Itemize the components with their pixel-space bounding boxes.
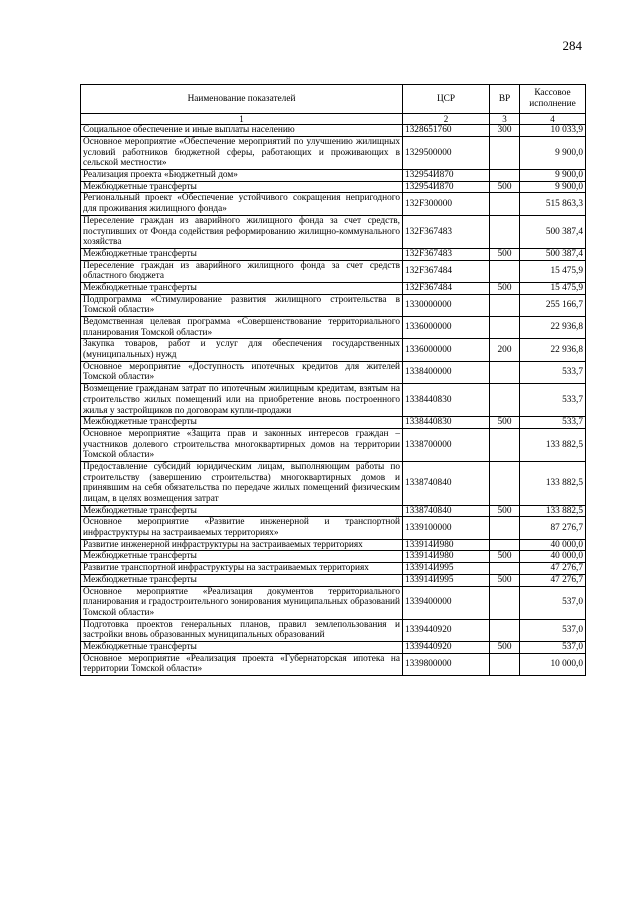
row-csr-cell: 132F367483 (403, 248, 490, 260)
row-name-cell: Переселение граждан из аварийного жилищного фонда за счет средств, поступивших от Фонда содействия реформированию жилищно-коммунального хозяйства (81, 215, 403, 248)
row-amount-cell: 133 882,5 (520, 461, 586, 505)
row-amount-cell: 533,7 (520, 384, 586, 417)
budget-table (80, 84, 586, 676)
row-name-cell: Подготовка проектов генеральных планов, правил землепользования и застройки вновь образованных муниципальных образований (81, 619, 403, 641)
row-csr-cell: 1338400000 (403, 361, 490, 383)
row-vr-cell (490, 260, 520, 282)
row-vr-cell: 500 (490, 417, 520, 429)
table-row (81, 260, 586, 282)
row-amount-cell: 10 000,0 (520, 653, 586, 675)
row-csr-cell: 1338740840 (403, 505, 490, 517)
table-row (81, 339, 586, 361)
table-row (81, 563, 586, 575)
row-vr-cell (490, 586, 520, 619)
row-csr-cell: 133914И995 (403, 574, 490, 586)
row-name-cell: Предоставление субсидий юридическим лицам, выполняющим работы по строительству (завершению строительства) многоквартирных домов и принявшим на себя обязательства по передаче жилых помещений физическим лицам, в целях возмещения затрат (81, 461, 403, 505)
table-row (81, 248, 586, 260)
row-csr-cell: 132F367483 (403, 215, 490, 248)
row-name-cell: Развитие транспортной инфраструктуры на застраиваемых территориях (81, 563, 403, 575)
row-name-cell: Основное мероприятие «Обеспечение мероприятий по улучшению жилищных условий работников бюджетной сферы, работающих и проживающих в сельской местности» (81, 137, 403, 170)
column-number-row (81, 114, 586, 125)
row-vr-cell (490, 384, 520, 417)
table-header-row (81, 85, 586, 114)
row-vr-cell (490, 539, 520, 551)
row-name-cell: Социальное обеспечение и иные выплаты населению (81, 125, 403, 137)
table-row (81, 282, 586, 294)
row-csr-cell: 133914И980 (403, 551, 490, 563)
table-row (81, 317, 586, 339)
table-row (81, 619, 586, 641)
table-row (81, 137, 586, 170)
row-amount-cell: 22 936,8 (520, 339, 586, 361)
table-row (81, 384, 586, 417)
table-row (81, 361, 586, 383)
row-csr-cell: 1339440920 (403, 641, 490, 653)
row-vr-cell (490, 193, 520, 215)
row-amount-cell: 87 276,7 (520, 517, 586, 539)
row-vr-cell: 500 (490, 551, 520, 563)
row-amount-cell: 47 276,7 (520, 574, 586, 586)
table-row (81, 539, 586, 551)
row-amount-cell: 537,0 (520, 586, 586, 619)
row-name-cell: Основное мероприятие «Защита прав и законных интересов граждан – участников долевого строительства многоквартирных домов на территории Томской области» (81, 428, 403, 461)
table-row (81, 215, 586, 248)
row-amount-cell: 537,0 (520, 641, 586, 653)
row-vr-cell: 200 (490, 339, 520, 361)
row-csr-cell: 132F367484 (403, 260, 490, 282)
table-row (81, 181, 586, 193)
row-name-cell: Подпрограмма «Стимулирование развития жилищного строительства в Томской области» (81, 294, 403, 316)
row-name-cell: Межбюджетные трансферты (81, 417, 403, 429)
row-csr-cell: 1338740840 (403, 461, 490, 505)
row-amount-cell: 500 387,4 (520, 215, 586, 248)
row-vr-cell: 500 (490, 181, 520, 193)
row-vr-cell (490, 170, 520, 182)
row-csr-cell: 1328651760 (403, 125, 490, 137)
row-csr-cell: 133914И995 (403, 563, 490, 575)
row-csr-cell: 1338700000 (403, 428, 490, 461)
row-vr-cell (490, 563, 520, 575)
row-amount-cell: 10 033,9 (520, 125, 586, 137)
row-vr-cell: 300 (490, 125, 520, 137)
row-name-cell: Основное мероприятие «Развитие инженерной и транспортной инфраструктуры на застраиваемых территориях» (81, 517, 403, 539)
row-vr-cell (490, 215, 520, 248)
row-amount-cell: 47 276,7 (520, 563, 586, 575)
column-number: 3 (490, 114, 520, 125)
row-amount-cell: 537,0 (520, 619, 586, 641)
row-amount-cell: 40 000,0 (520, 551, 586, 563)
row-amount-cell: 533,7 (520, 361, 586, 383)
row-name-cell: Межбюджетные трансферты (81, 282, 403, 294)
row-csr-cell: 1338440830 (403, 417, 490, 429)
row-vr-cell (490, 428, 520, 461)
header-csr: ЦСР (403, 85, 490, 114)
row-amount-cell: 255 166,7 (520, 294, 586, 316)
row-csr-cell: 1338440830 (403, 384, 490, 417)
row-vr-cell (490, 294, 520, 316)
table-row (81, 586, 586, 619)
row-name-cell: Межбюджетные трансферты (81, 551, 403, 563)
row-name-cell: Реализация проекта «Бюджетный дом» (81, 170, 403, 182)
row-name-cell: Межбюджетные трансферты (81, 505, 403, 517)
column-number: 2 (403, 114, 490, 125)
row-vr-cell (490, 137, 520, 170)
row-name-cell: Межбюджетные трансферты (81, 181, 403, 193)
row-csr-cell: 1339440920 (403, 619, 490, 641)
row-name-cell: Межбюджетные трансферты (81, 248, 403, 260)
row-name-cell: Возмещение гражданам затрат по ипотечным жилищным кредитам, взятым на строительство жилых помещений или на приобретение вновь построенного жилья у застройщиков по договорам купли-продажи (81, 384, 403, 417)
column-number: 4 (520, 114, 586, 125)
table-row (81, 505, 586, 517)
column-number: 1 (81, 114, 403, 125)
table-row (81, 461, 586, 505)
row-name-cell: Основное мероприятие «Реализация документов территориального планирования и градостроительного зонирования муниципальных образований Томской области» (81, 586, 403, 619)
row-name-cell: Основное мероприятие «Реализация проекта «Губернаторская ипотека на территории Томской области» (81, 653, 403, 675)
row-name-cell: Региональный проект «Обеспечение устойчивого сокращения непригодного для проживания жилищного фонда» (81, 193, 403, 215)
table-row (81, 653, 586, 675)
row-vr-cell (490, 653, 520, 675)
row-csr-cell: 1330000000 (403, 294, 490, 316)
table-row (81, 125, 586, 137)
row-vr-cell: 500 (490, 641, 520, 653)
row-csr-cell: 1336000000 (403, 339, 490, 361)
table-row (81, 551, 586, 563)
row-csr-cell: 132954И870 (403, 181, 490, 193)
row-name-cell: Межбюджетные трансферты (81, 641, 403, 653)
row-csr-cell: 132F367484 (403, 282, 490, 294)
row-vr-cell: 500 (490, 282, 520, 294)
row-vr-cell: 500 (490, 505, 520, 517)
row-amount-cell: 9 900,0 (520, 137, 586, 170)
header-cash-execution: Кассовое исполнение (520, 85, 586, 114)
row-vr-cell (490, 619, 520, 641)
row-amount-cell: 9 900,0 (520, 181, 586, 193)
row-name-cell: Переселение граждан из аварийного жилищного фонда за счет средств областного бюджета (81, 260, 403, 282)
row-csr-cell: 1336000000 (403, 317, 490, 339)
row-name-cell: Развитие инженерной инфраструктуры на застраиваемых территориях (81, 539, 403, 551)
row-amount-cell: 533,7 (520, 417, 586, 429)
header-vr: ВР (490, 85, 520, 114)
row-amount-cell: 40 000,0 (520, 539, 586, 551)
table-row (81, 428, 586, 461)
row-name-cell: Межбюджетные трансферты (81, 574, 403, 586)
row-csr-cell: 133914И980 (403, 539, 490, 551)
row-csr-cell: 1339400000 (403, 586, 490, 619)
row-name-cell: Закупка товаров, работ и услуг для обеспечения государственных (муниципальных) нужд (81, 339, 403, 361)
row-name-cell: Основное мероприятие «Доступность ипотечных кредитов для жителей Томской области» (81, 361, 403, 383)
row-csr-cell: 1329500000 (403, 137, 490, 170)
row-amount-cell: 500 387,4 (520, 248, 586, 260)
row-csr-cell: 132F300000 (403, 193, 490, 215)
table-row (81, 574, 586, 586)
table-row (81, 170, 586, 182)
row-csr-cell: 132954И870 (403, 170, 490, 182)
page-number: 284 (562, 38, 582, 53)
row-vr-cell (490, 517, 520, 539)
row-vr-cell: 500 (490, 248, 520, 260)
row-amount-cell: 22 936,8 (520, 317, 586, 339)
row-amount-cell: 15 475,9 (520, 282, 586, 294)
row-amount-cell: 133 882,5 (520, 428, 586, 461)
row-vr-cell (490, 461, 520, 505)
row-amount-cell: 9 900,0 (520, 170, 586, 182)
row-amount-cell: 15 475,9 (520, 260, 586, 282)
row-csr-cell: 1339100000 (403, 517, 490, 539)
table-row (81, 417, 586, 429)
table-row (81, 193, 586, 215)
row-amount-cell: 515 863,3 (520, 193, 586, 215)
table-row (81, 517, 586, 539)
table-row (81, 641, 586, 653)
table-row (81, 294, 586, 316)
row-vr-cell (490, 317, 520, 339)
row-vr-cell: 500 (490, 574, 520, 586)
row-amount-cell: 133 882,5 (520, 505, 586, 517)
table-body (81, 125, 586, 676)
header-indicator-name: Наименование показателей (81, 85, 403, 114)
row-csr-cell: 1339800000 (403, 653, 490, 675)
row-vr-cell (490, 361, 520, 383)
row-name-cell: Ведомственная целевая программа «Совершенствование территориального планирования Томской области» (81, 317, 403, 339)
